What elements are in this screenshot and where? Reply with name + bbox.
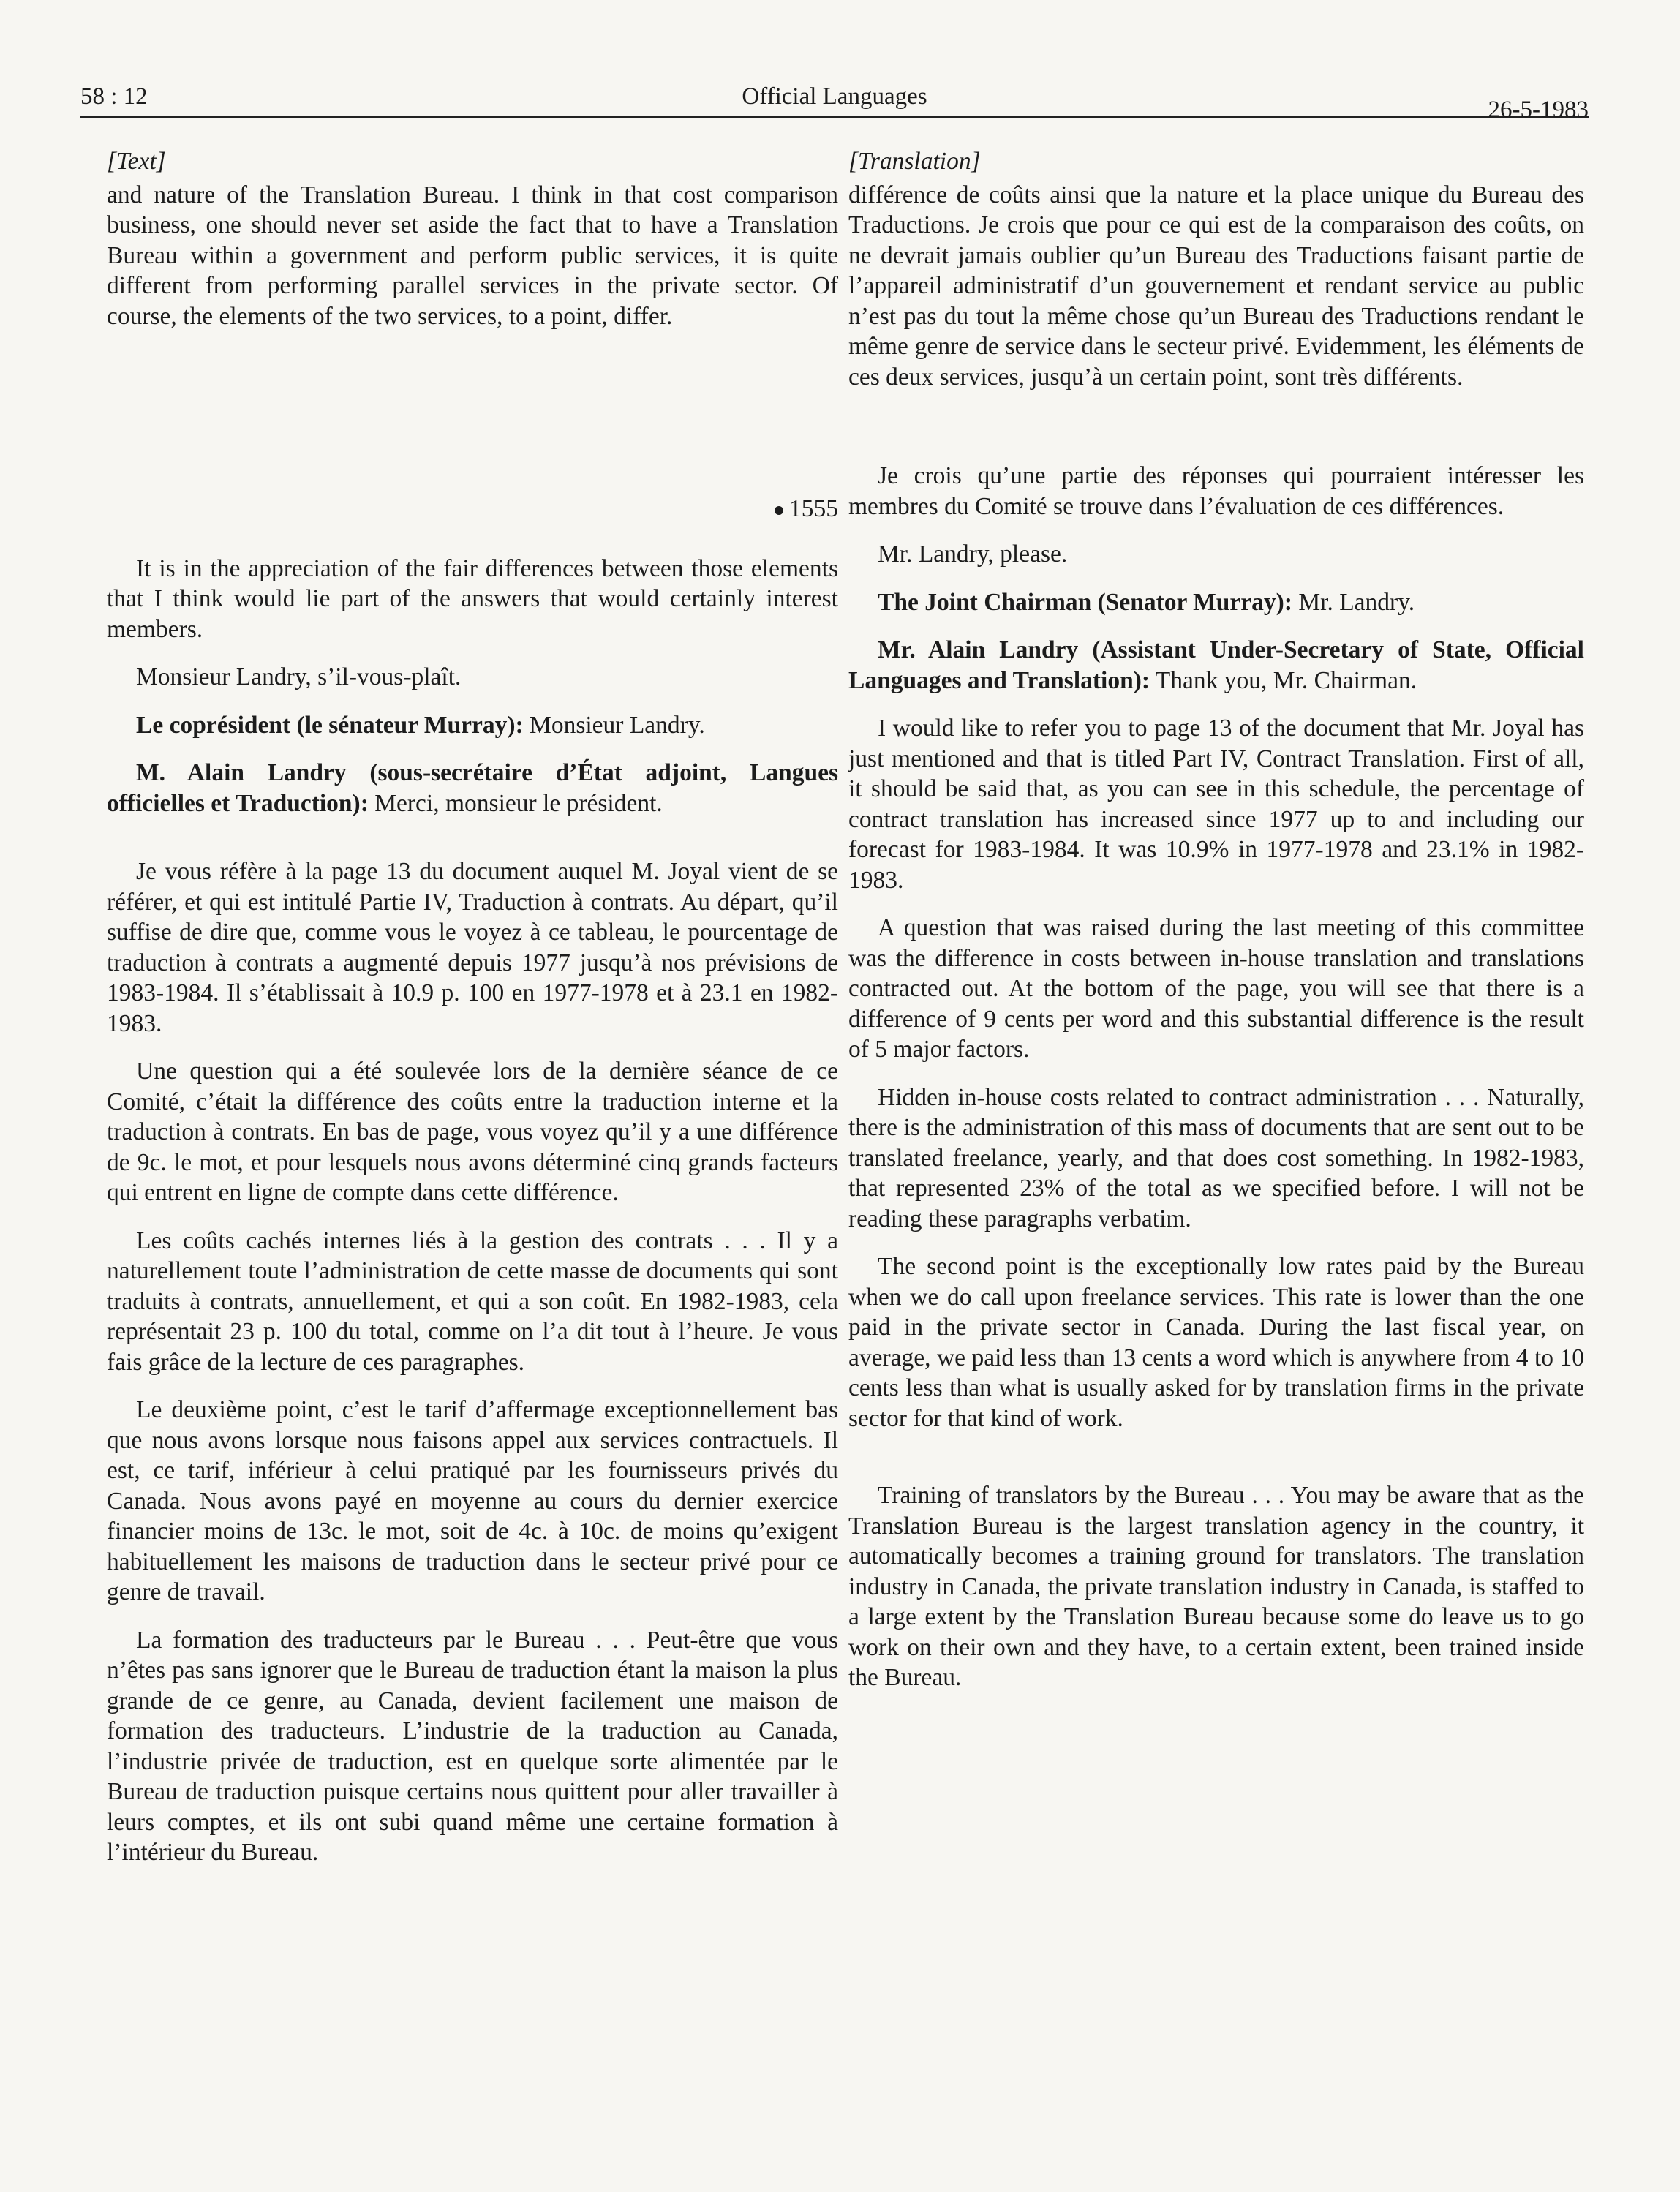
paragraph: Je vous réfère à la page 13 du document auquel M. Joyal vient de se référer, et qui est intitulé Partie IV, Traduction à contrats. Au départ, qu’il suffise de dire que, comme vous le voyez à ce tableau, le pourcentage de traduction à contrats a augmenté depuis 1977 jusqu’à nos prévisions de 1983-1984. Il s’établissait à 10.9 p. 100 en 1977-1978 et à 23.1 en 1982-1983. — [107, 858, 838, 1037]
paragraph: A question that was raised during the last meeting of this committee was the difference in costs between in-house translation and translations contracted out. At the bottom of the page, you will see that there is a difference of 9 cents per word and this substantial difference is the result of 5 major factors. — [848, 914, 1584, 1063]
page-number: 58 : 12 — [80, 83, 148, 110]
speaker-name: The Joint Chairman (Senator Murray): — [878, 588, 1292, 616]
paragraph: The second point is the exceptionally low rates paid by the Bureau when we do call upon freelance services. This rate is lower than the one paid in the private sector in Canada. During the last fiscal year, on average, we paid less than 13 cents a word which is anywhere from 4 to 10 cents less than what is usually asked for by translation firms in the private sector for that kind of work. — [848, 1253, 1584, 1432]
paragraph: Monsieur Landry, s’il-vous-plaît. — [136, 663, 462, 690]
speaker-text: Monsieur Landry. — [523, 711, 705, 739]
translation-label: [Translation] — [848, 148, 981, 175]
paragraph: La formation des traducteurs par le Bureau . . . Peut-être que vous n’êtes pas sans ignorer que le Bureau de traduction étant la maison la plus grande de ce genre, au Canada, devient facilement une maison de formation des traducteurs. L’industrie de la traduction au Canada, l’industrie privée de traduction, est en quelque sorte alimentée par le Bureau de traduction puisque certains nous quittent pour aller travailler à leurs comptes, et ils ont subi quand même une certaine formation à l’intérieur du Bureau. — [107, 1626, 838, 1866]
text-label: [Text] — [107, 148, 166, 175]
paragraph: Training of translators by the Bureau . . . You may be aware that as the Translation Bureau is the largest translation agency in the country, it automatically becomes a training ground for translators. The translation industry in Canada, the private translation industry in Canada, is staffed to a large extent by the Translation Bureau because some do leave us to go work on their own and they have, to a certain extent, been trained inside the Bureau. — [848, 1482, 1584, 1691]
header-date: 26-5-1983 — [1488, 97, 1589, 123]
speaker-paragraph — [107, 710, 838, 741]
paragraph: Mr. Landry, please. — [878, 541, 1068, 568]
speaker-paragraph — [848, 587, 1584, 618]
timestamp-marker — [107, 494, 838, 524]
bullet-icon — [775, 506, 783, 515]
paragraph: Le deuxième point, c’est le tarif d’affermage exceptionnellement bas que nous avons lorsque nous faisons appel aux services contractuels. Il est, ce tarif, inférieur à celui pratiqué par les fournisseurs privés du Canada. Nous avons payé en moyenne au cours du dernier exercice financier moins de 13c. le mot, soit de 4c. à 10c. de moins qu’exigent habituellement les maisons de traduction dans le secteur privé pour ce genre de travail. — [107, 1396, 838, 1605]
publication-title: Official Languages — [742, 83, 927, 110]
speaker-text: Merci, monsieur le président. — [368, 789, 663, 817]
paragraph: Hidden in-house costs related to contract administration . . . Naturally, there is the administration of this mass of documents that are sent out to be translated freelance, yearly, and that does cost something. In 1982-1983, that represented 23% of the total as we specified before. I will not be reading these paragraphs verbatim. — [848, 1083, 1584, 1232]
paragraph: différence de coûts ainsi que la nature et la place unique du Bureau des Traductions. Je crois que pour ce qui est de la comparaison des coûts, on ne devrait jamais oublier qu’un Bureau des Traductions faisant partie de l’appareil administratif d’un gouvernement et rendant service au public n’est pas du tout la même chose qu’un Bureau des Traductions rendant le même genre de service dans le secteur privé. Evidemment, les éléments de ces deux services, jusqu’à un certain point, sont très différents. — [848, 181, 1584, 391]
timestamp-text: 1555 — [789, 495, 838, 522]
paragraph: Une question qui a été soulevée lors de la dernière séance de ce Comité, c’était la différence des coûts entre la traduction interne et la traduction à contrats. En bas de page, vous voyez qu’il y a une différence de 9c. le mot, et pour lesquels nous avons déterminé cinq grands facteurs qui entrent en ligne de compte dans cette différence. — [107, 1058, 838, 1206]
speaker-paragraph — [848, 635, 1584, 696]
left-column — [107, 146, 838, 1886]
paragraph: It is in the appreciation of the fair differences between those elements that I think would lie part of the answers that would certainly interest members. — [107, 554, 838, 643]
paragraph: Je crois qu’une partie des réponses qui pourraient intéresser les membres du Comité se trouve dans l’évaluation de ces différences. — [848, 462, 1584, 520]
right-column — [848, 146, 1584, 1711]
page-header — [80, 79, 1589, 123]
speaker-name: Le coprésident (le sénateur Murray): — [136, 711, 524, 739]
speaker-text: Thank you, Mr. Chairman. — [1150, 666, 1417, 694]
speaker-name: Mr. Alain Landry (Assistant Under-Secretary of State, Official Languages and Translation): — [848, 636, 1584, 694]
paragraph: Les coûts cachés internes liés à la gestion des contrats . . . Il y a naturellement toute l’administration de cette masse de documents qui sont traduits à contrats, annuellement, et qui a son coût. En 1982-1983, cela représentait 23 p. 100 du total, comme on l’a dit tout à l’heure. Je vous fais grâce de la lecture de ces paragraphes. — [107, 1227, 838, 1376]
speaker-name: M. Alain Landry (sous-secrétaire d’État adjoint, Langues officielles et Traduction): — [107, 759, 838, 817]
speaker-text: Mr. Landry. — [1292, 588, 1415, 616]
paragraph: and nature of the Translation Bureau. I think in that cost comparison business, one should never set aside the fact that to have a Translation Bureau within a government and perform public services, it is quite different from performing parallel services in the private sector. Of course, the elements of the two services, to a point, differ. — [107, 181, 838, 330]
speaker-paragraph — [107, 758, 838, 818]
paragraph: I would like to refer you to page 13 of the document that Mr. Joyal has just mentioned and that is titled Part IV, Contract Translation. First of all, it should be said that, as you can see in this schedule, the percentage of contract translation has increased since 1977 up to and including our forecast for 1983-1984. It was 10.9% in 1977-1978 and 23.1% in 1982-1983. — [848, 715, 1584, 894]
